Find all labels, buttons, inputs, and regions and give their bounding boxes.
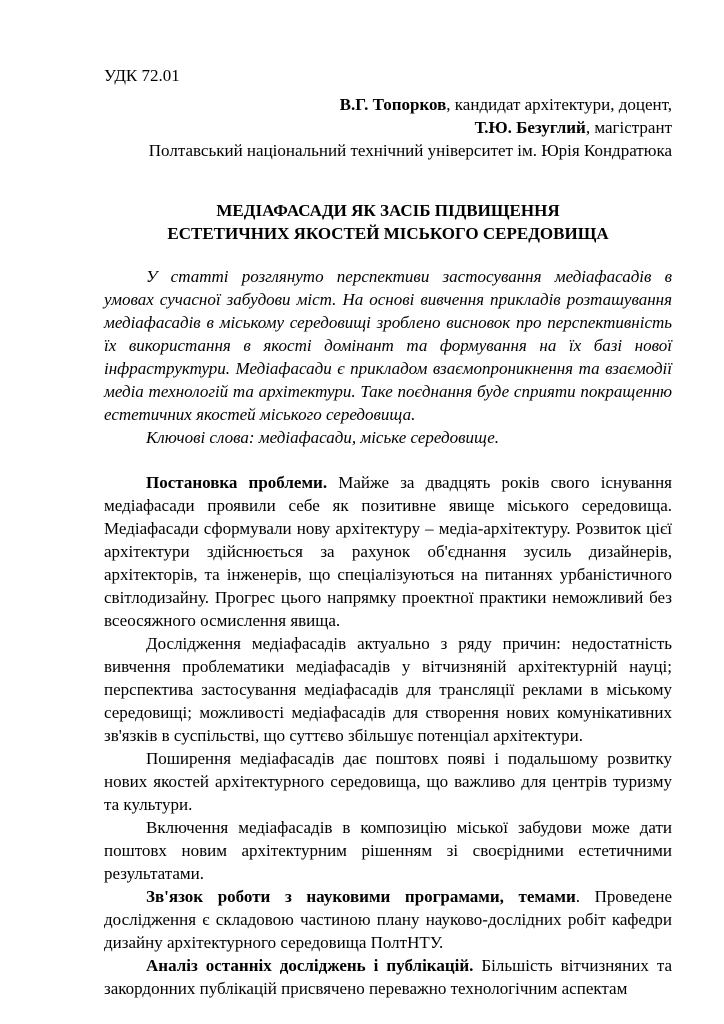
paragraph-analysis <box>104 954 672 1000</box>
author-2-name: Т.Ю. Безуглий <box>474 118 586 137</box>
programs-heading: Зв'язок роботи з науковими програмами, темами <box>146 887 576 906</box>
keywords-label: Ключові слова <box>146 428 249 447</box>
author-line-1 <box>104 93 672 116</box>
analysis-heading: Аналіз останніх досліджень і публікацій. <box>146 956 474 975</box>
problem-text: Майже за двадцять років свого існування медіафасади проявили себе як позитивне явище міського середовища. Медіафасади сформували нову архітектуру – медіа-архітектуру. Розвиток цієї архітектури здійснюється за рахунок об'єднання зусиль дизайнерів, архітекторів, та інженерів, що спеціалізуються на питаннях урбаністичного світлодизайну. Прогрес цього напрямку проектної практики неможливий без всеосяжного осмислення явища. <box>104 473 673 630</box>
paragraph-problem <box>104 471 672 632</box>
paragraph-relevance: Дослідження медіафасадів актуально з ряду причин: недостатність вивчення проблематики медіафасадів у вітчизняній архітектурній науці; перспектива застосування медіафасадів для трансляції реклами в міському середовищі; можливості медіафасадів для створення нових комунікативних зв'язків в суспільстві, що суттєво збільшує потенціал архітектури. <box>104 634 672 745</box>
affiliation: Полтавський національний технічний університет ім. Юрія Кондратюка <box>148 141 672 160</box>
author-line-2 <box>104 116 672 139</box>
keywords-text: : медіафасади, міське середовище. <box>248 428 500 447</box>
keywords <box>104 426 672 449</box>
title-line-1: МЕДІАФАСАДИ ЯК ЗАСІБ ПІДВИЩЕННЯ <box>216 201 560 220</box>
udk-code: УДК 72.01 <box>104 66 180 85</box>
paragraph-inclusion: Включення медіафасадів в композицію міської забудови може дати поштовх новим архітектурним рішенням зі своєрідними естетичними результатами. <box>104 818 672 883</box>
paper-page <box>104 64 672 1000</box>
analysis-text: Більшість вітчизняних та закордонних публікацій присвячено переважно технологічним аспектам <box>104 956 672 998</box>
problem-heading: Постановка проблеми. <box>146 473 328 492</box>
author-1-title: , кандидат архітектури, доцент, <box>446 95 672 114</box>
programs-text: . Проведене дослідження є складовою частиною плану науково-дослідних робіт кафедри дизайну архітектурного середовища ПолтНТУ. <box>104 887 672 952</box>
paragraph-programs <box>104 885 672 954</box>
abstract: У статті розглянуто перспективи застосування медіафасадів в умовах сучасної забудови міст. На основі вивчення прикладів розташування медіафасадів в міському середовищі зроблено висновок про перспективність їх використання в якості домінант та формування на їх базі нової інфраструктури. Медіафасади є прикладом взаємопроникнення та взаємодії медіа технологій та архітектури. Таке поєднання буде сприяти покращенню естетичних якостей міського середовища. <box>104 267 672 424</box>
paragraph-spread: Поширення медіафасадів дає поштовх появі і подальшому розвитку нових якостей архітектурного середовища, що важливо для центрів туризму та культури. <box>104 749 672 814</box>
title-line-2: ЕСТЕТИЧНИХ ЯКОСТЕЙ МІСЬКОГО СЕРЕДОВИЩА <box>167 224 609 243</box>
author-1-name: В.Г. Топорков <box>339 95 447 114</box>
author-2-title: , магістрант <box>585 118 672 137</box>
paper-title <box>104 199 672 245</box>
